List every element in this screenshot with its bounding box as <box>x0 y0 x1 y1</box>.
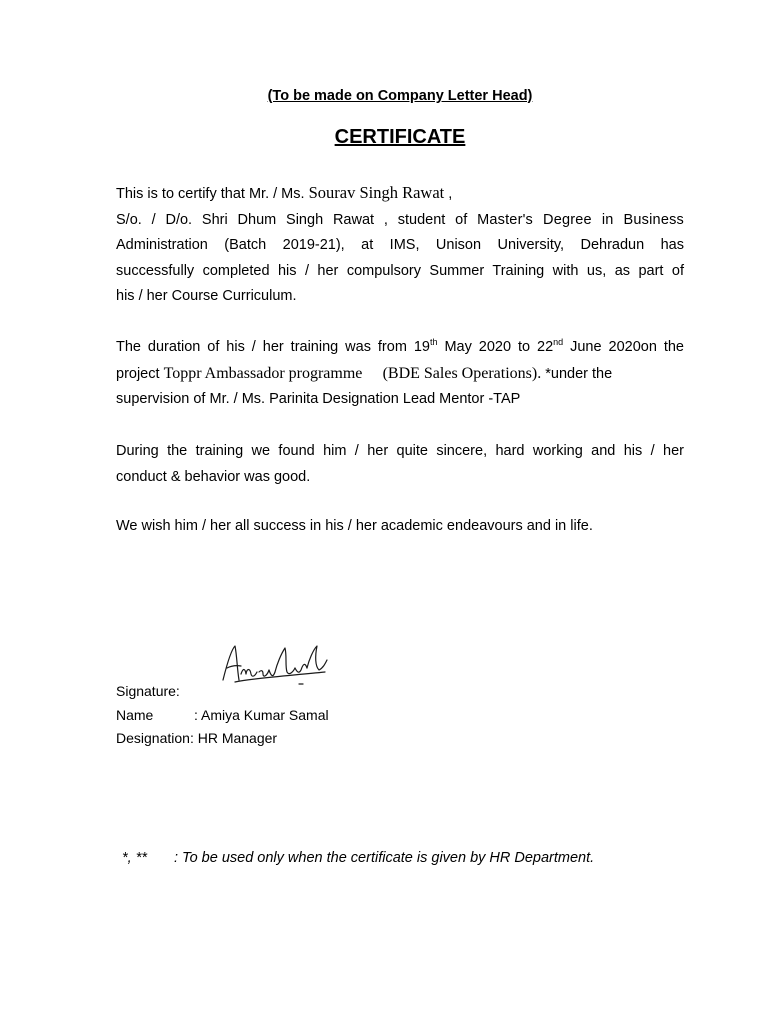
ordinal-th: th <box>429 337 438 347</box>
certify-suffix: , <box>444 186 453 202</box>
paragraph-duration <box>116 335 684 413</box>
institute-line: Administration (Batch 2019-21), at IMS, Unison University, Dehradun has <box>116 237 684 253</box>
paragraph-conduct <box>116 439 684 490</box>
parent-text: S/o. / D/o. Shri Dhum Singh Rawat , student of <box>116 211 478 228</box>
conduct-line-2: conduct & behavior was good. <box>116 468 311 485</box>
certify-line <box>116 180 684 208</box>
ordinal-nd: nd <box>553 337 564 347</box>
duration-line <box>116 335 684 361</box>
footnote-marks: *, ** <box>122 850 147 866</box>
duration-text-a: The duration of his / her training was from 19 <box>116 339 430 355</box>
designation-row: Designation: HR Manager <box>116 730 278 746</box>
project-gap <box>362 366 382 382</box>
paragraph-certify <box>116 180 684 310</box>
student-name: Sourav Singh Rawat <box>308 183 445 202</box>
footnote <box>122 850 594 866</box>
name-value: : Amiya Kumar Samal <box>194 706 329 723</box>
letterhead-note: (To be made on Company Letter Head) <box>267 88 533 104</box>
project-prefix: project <box>116 365 164 382</box>
project-line <box>116 361 684 388</box>
duration-text-c: June 2020on the <box>563 339 684 355</box>
certify-prefix: This is to certify that Mr. / Ms. <box>116 186 309 202</box>
parent-line <box>116 208 684 234</box>
certificate-title: CERTIFICATE <box>334 126 466 148</box>
project-name: Toppr Ambassador programme <box>163 364 363 382</box>
duration-text-b: May 2020 to 22 <box>437 339 554 355</box>
name-label: Name <box>116 706 154 723</box>
project-suffix: *under the <box>541 365 613 382</box>
project-operations: (BDE Sales Operations). <box>382 364 542 382</box>
supervision-line: supervision of Mr. / Ms. Parinita Designation Lead Mentor -TAP <box>116 391 521 407</box>
signature-block <box>116 680 329 751</box>
name-row <box>116 704 329 728</box>
conduct-line-1: During the training we found him / her quite sincere, hard working and his / her <box>116 443 684 459</box>
curriculum-line: his / her Course Curriculum. <box>116 288 297 304</box>
signature-label: Signature: <box>116 683 180 699</box>
wishes-line: We wish him / her all success in his / her academic endeavours and in life. <box>116 518 593 534</box>
training-line: successfully completed his / her compulsory Summer Training with us, as part of <box>116 262 684 279</box>
footnote-text: : To be used only when the certificate is given by HR Department. <box>174 850 595 866</box>
paragraph-wishes <box>116 514 684 540</box>
degree-text: Master's Degree in Business <box>477 211 684 228</box>
